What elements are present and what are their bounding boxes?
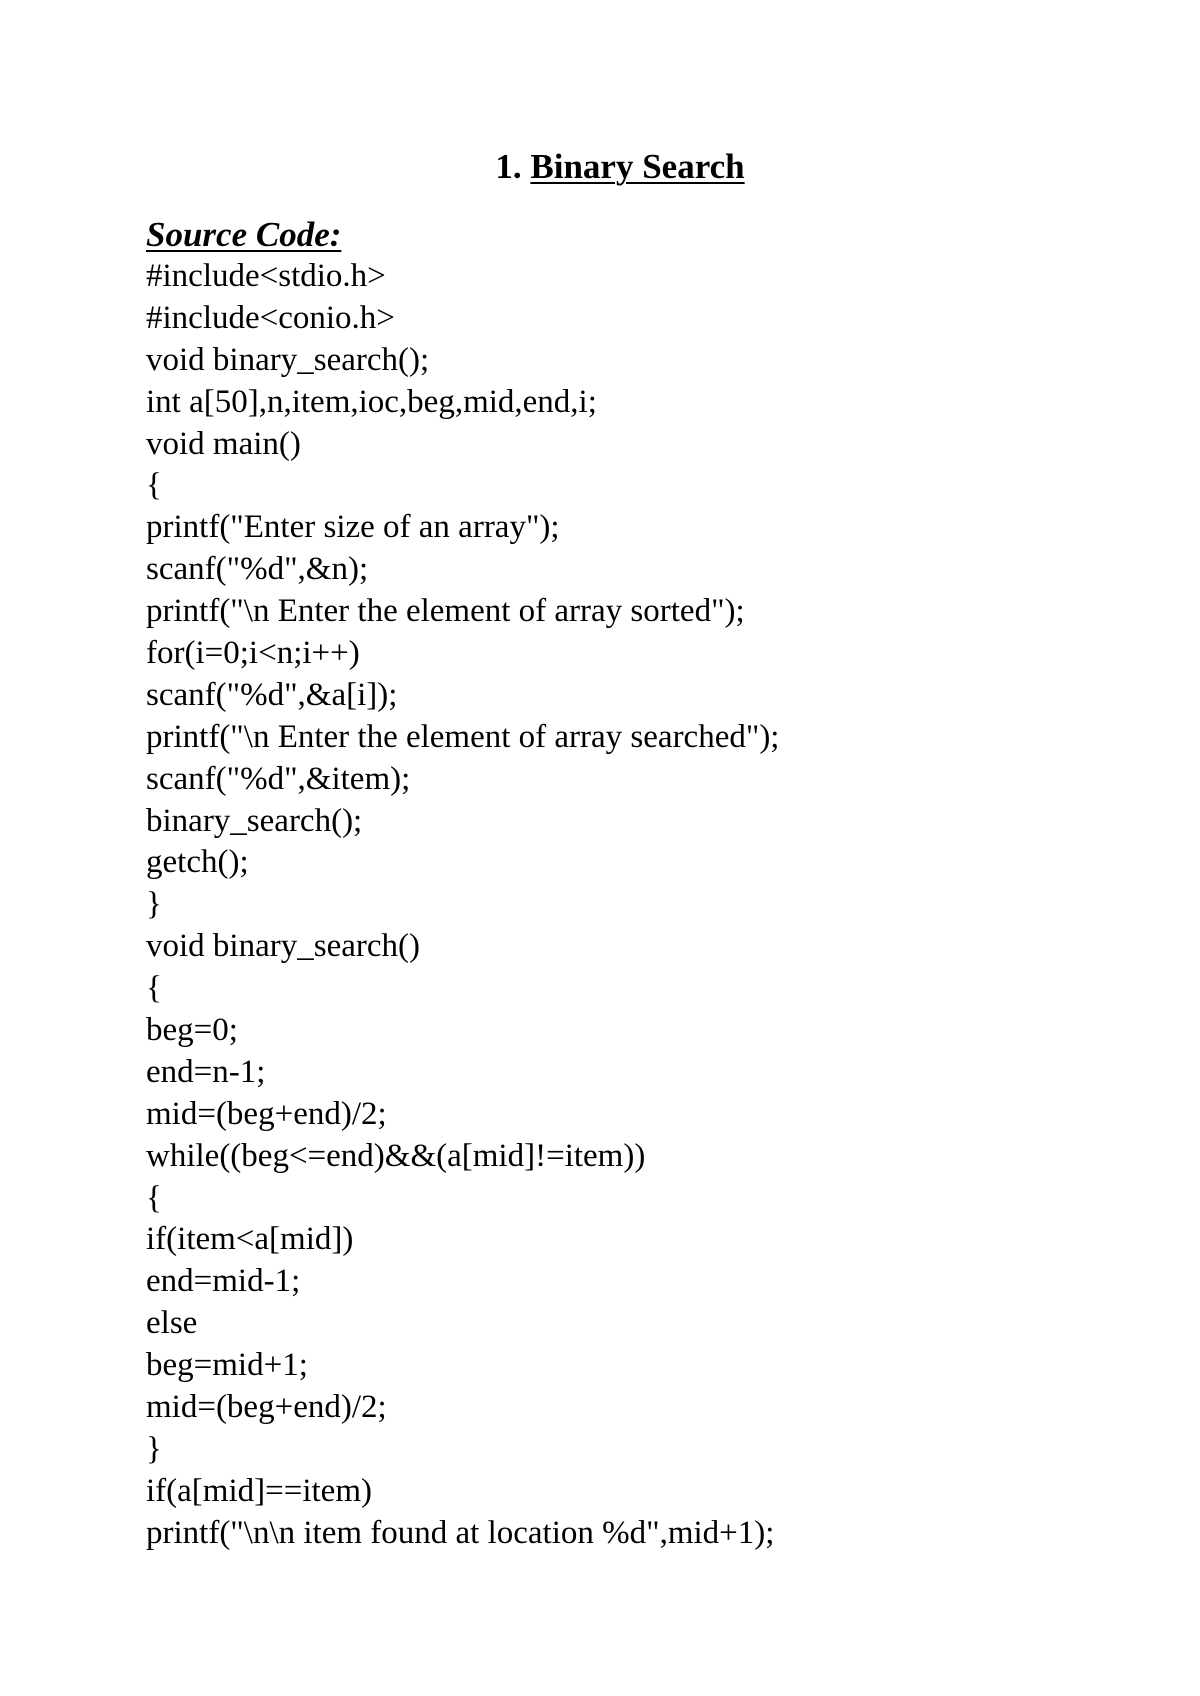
code-line: scanf("%d",&a[i]);	[146, 676, 398, 713]
code-line: while((beg<=end)&&(a[mid]!=item))	[146, 1137, 646, 1174]
section-heading: Source Code:	[146, 215, 342, 254]
code-line: {	[146, 467, 162, 504]
code-line: int a[50],n,item,ioc,beg,mid,end,i;	[146, 383, 597, 420]
code-line: mid=(beg+end)/2;	[146, 1095, 387, 1132]
code-line: }	[146, 1430, 162, 1467]
code-line: }	[146, 886, 162, 923]
code-line: printf("\n\n item found at location %d",mid+1);	[146, 1514, 775, 1551]
code-line: #include<conio.h>	[146, 299, 395, 336]
code-line: end=mid-1;	[146, 1263, 301, 1300]
code-line: printf("Enter size of an array");	[146, 509, 560, 546]
code-line: {	[146, 1179, 162, 1216]
code-line: #include<stdio.h>	[146, 258, 386, 294]
title-number: 1.	[495, 147, 522, 186]
code-line: printf("\n Enter the element of array sorted");	[146, 593, 745, 630]
title-text: Binary Search	[530, 147, 745, 186]
page-title	[0, 145, 1200, 189]
code-line: void main()	[146, 425, 301, 462]
code-line: scanf("%d",&n);	[146, 551, 369, 588]
code-line: beg=0;	[146, 1012, 238, 1049]
code-line: scanf("%d",&item);	[146, 760, 411, 797]
code-line: {	[146, 970, 162, 1007]
code-line: end=n-1;	[146, 1053, 266, 1090]
code-line: else	[146, 1305, 198, 1342]
code-line: if(a[mid]==item)	[146, 1472, 372, 1509]
code-line: getch();	[146, 844, 249, 881]
code-line: void binary_search()	[146, 928, 420, 965]
code-line: void binary_search();	[146, 341, 430, 378]
code-line: printf("\n Enter the element of array searched");	[146, 718, 780, 755]
code-line: if(item<a[mid])	[146, 1221, 354, 1258]
code-line: mid=(beg+end)/2;	[146, 1389, 387, 1426]
code-block	[146, 256, 1146, 1555]
code-line: beg=mid+1;	[146, 1347, 308, 1384]
code-line: for(i=0;i<n;i++)	[146, 635, 360, 672]
code-line: binary_search();	[146, 802, 363, 839]
